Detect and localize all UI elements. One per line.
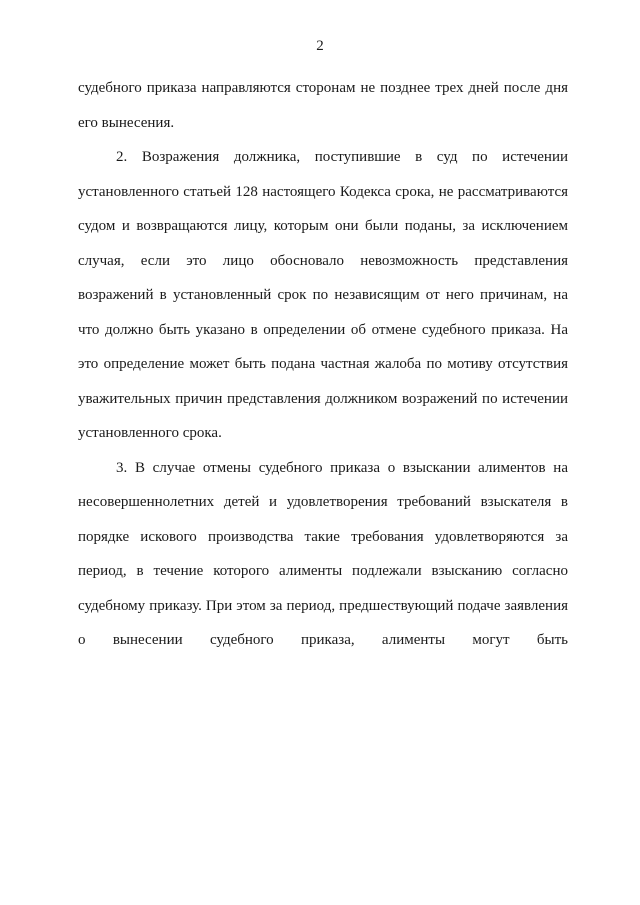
paragraph-item-3: 3. В случае отмены судебного приказа о взыскании алиментов на несовершеннолетних детей и удовлетворения требований взыскателя в порядке искового производства такие требования удовлетворяются за период, в течение которого алименты подлежали взысканию согласно судебному приказу. При этом за период, предшествующий подаче заявления о вынесении судебного приказа, алименты могут быть bbox=[78, 459, 568, 648]
paragraph-item-2: 2. Возражения должника, поступившие в суд по истечении установленного статьей 128 настоящего Кодекса срока, не рассматриваются судом и возвращаются лицу, которым они были поданы, за исключением случая, если это лицо обосновало невозможность представления возражений в установленный срок по независящим от него причинам, на что должно быть указано в определении об отмене судебного приказа. На это определение может быть подана частная жалоба по мотиву отсутствия уважительных причин представления должником возражений по истечении установленного срока. bbox=[78, 149, 568, 441]
page-number: 2 bbox=[316, 38, 324, 54]
paragraph-continuation: судебного приказа направляются сторонам не позднее трех дней после дня его вынесения. bbox=[78, 80, 568, 131]
document-body bbox=[78, 71, 568, 658]
